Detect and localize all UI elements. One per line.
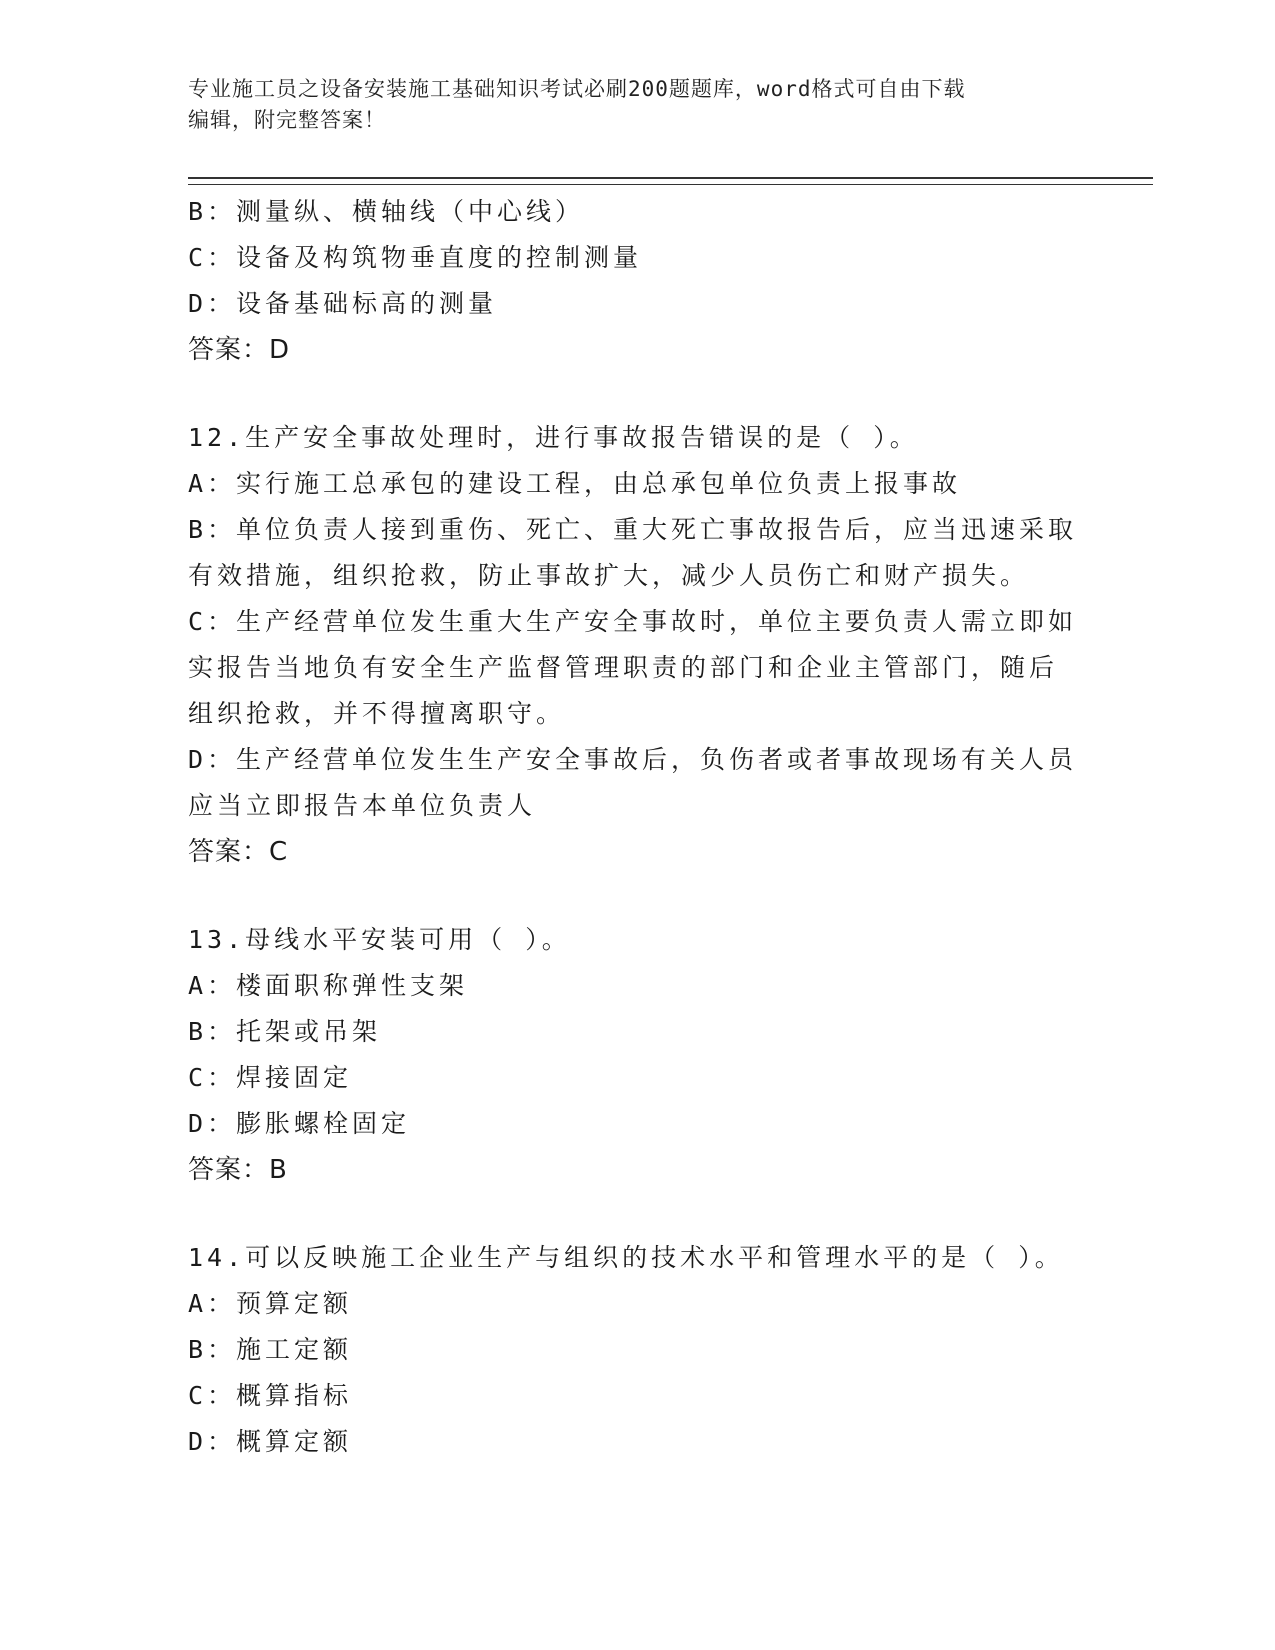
question-text: 13.母线水平安装可用（ ）。 xyxy=(188,925,571,954)
option-b: B：单位负责人接到重伤、死亡、重大死亡事故报告后，应当迅速采取 xyxy=(188,515,1078,544)
question-text: 12.生产安全事故处理时，进行事故报告错误的是（ ）。 xyxy=(188,423,919,452)
spacer xyxy=(188,1193,1088,1235)
option-c: C：生产经营单位发生重大生产安全事故时，单位主要负责人需立即如 xyxy=(188,607,1078,636)
question-text: 14.可以反映施工企业生产与组织的技术水平和管理水平的是（ ）。 xyxy=(188,1243,1064,1272)
question-13 xyxy=(188,917,1088,1193)
option-b-continued: 有效措施，组织抢救，防止事故扩大，减少人员伤亡和财产损失。 xyxy=(188,561,1030,590)
option-d: D：生产经营单位发生生产安全事故后，负伤者或者事故现场有关人员 xyxy=(188,745,1078,774)
option-b: B：测量纵、横轴线（中心线） xyxy=(188,197,585,226)
option-c: C：焊接固定 xyxy=(188,1063,353,1092)
question-14 xyxy=(188,1235,1088,1465)
header-divider xyxy=(188,177,1153,185)
header-title-line-1: 专业施工员之设备安装施工基础知识考试必刷200题题库，word格式可自由下载 xyxy=(188,77,966,101)
option-b: B：托架或吊架 xyxy=(188,1017,382,1046)
option-c: C：概算指标 xyxy=(188,1381,353,1410)
option-c: C：设备及构筑物垂直度的控制测量 xyxy=(188,243,643,272)
option-a: A：预算定额 xyxy=(188,1289,353,1318)
answer-line: 答案：D xyxy=(188,335,291,365)
option-a: A：实行施工总承包的建设工程，由总承包单位负责上报事故 xyxy=(188,469,962,498)
question-content xyxy=(188,189,1088,1465)
question-12 xyxy=(188,415,1088,875)
option-d-continued: 应当立即报告本单位负责人 xyxy=(188,791,537,820)
spacer xyxy=(188,875,1088,917)
option-a: A：楼面职称弹性支架 xyxy=(188,971,469,1000)
option-c-continued: 组织抢救，并不得擅离职守。 xyxy=(188,699,566,728)
option-c-continued: 实报告当地负有安全生产监督管理职责的部门和企业主管部门，随后 xyxy=(188,653,1059,682)
option-d: D：膨胀螺栓固定 xyxy=(188,1109,411,1138)
page-header xyxy=(188,74,1068,136)
header-title-line-2: 编辑，附完整答案！ xyxy=(188,108,386,132)
answer-line: 答案：C xyxy=(188,837,289,867)
spacer xyxy=(188,373,1088,415)
option-b: B：施工定额 xyxy=(188,1335,353,1364)
option-d: D：概算定额 xyxy=(188,1427,353,1456)
answer-line: 答案：B xyxy=(188,1155,288,1185)
option-d: D：设备基础标高的测量 xyxy=(188,289,498,318)
question-11-remainder xyxy=(188,189,1088,373)
